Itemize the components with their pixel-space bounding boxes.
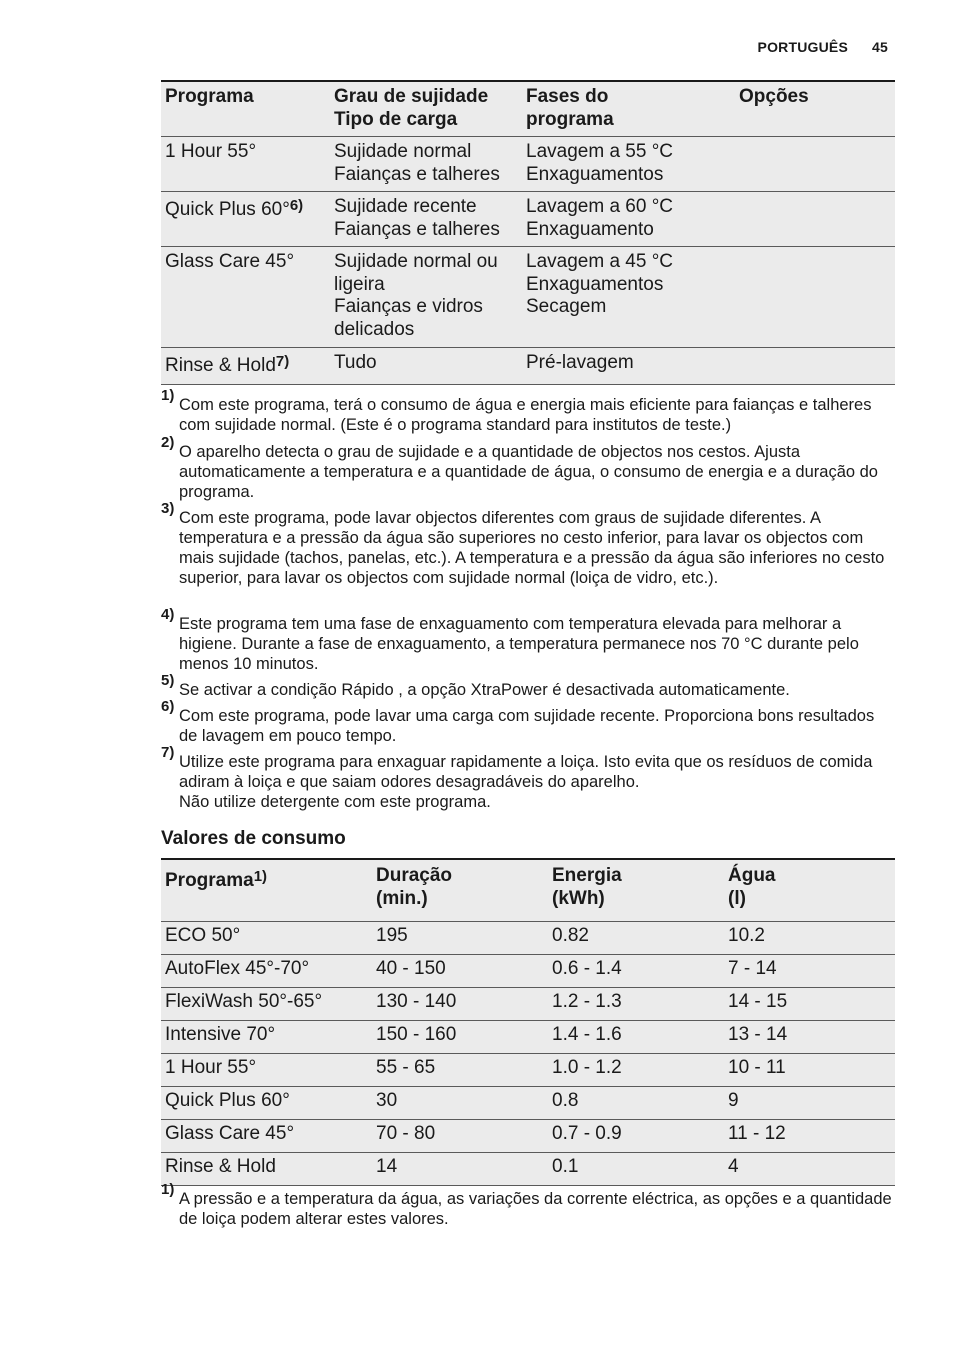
table-row [161, 1120, 895, 1153]
footnote: 5) Se activar a condição Rápido , a opção XtraPower é desactivada automaticamente. [161, 672, 790, 699]
program-cell: Rinse & Hold$^{7)}$ [165, 353, 290, 376]
water-cell: 7 - 14 [728, 958, 777, 979]
energy-cell: 1.4 - 1.6 [552, 1024, 622, 1045]
table-row [161, 348, 895, 385]
col-duracao: Duração (min.) [376, 865, 453, 909]
options-cell [735, 348, 895, 385]
table-row [161, 192, 895, 247]
footnote: 4) Este programa tem uma fase de enxaguamento com temperatura elevada para melhorar a higiene. Durante a fase de enxaguamento, a temperatura permanece nos 70 °C durante pelo menos 10 minutos. [161, 606, 859, 673]
program-cell: FlexiWash 50°-65° [165, 991, 323, 1012]
duration-cell: 14 [376, 1156, 398, 1177]
consumption-footnote [161, 1181, 895, 1229]
col-programa: Programa$^{1)}$ [165, 868, 268, 891]
footnote: 7) Utilize este programa para enxaguar rapidamente a loiça. Isto evita que os resíduos de comida adiram à loiça e que saiam odores desagradáveis do aparelho. Não utilize detergente com este programa. [161, 744, 873, 811]
program-cell: 1 Hour 55° [165, 1057, 257, 1078]
page-number: 45 [872, 39, 888, 55]
col-energia: Energia (kWh) [552, 865, 622, 909]
col-programa: Programa [165, 86, 254, 107]
table-row [161, 1153, 895, 1186]
footnote-ref: 6) [289, 197, 304, 214]
table-row [161, 1054, 895, 1087]
table-row [161, 922, 895, 955]
dirt-cell: Tudo [334, 352, 377, 373]
program-cell: Intensive 70° [165, 1024, 276, 1045]
footnote: 1) Com este programa, terá o consumo de água e energia mais eficiente para faianças e talheres com sujidade normal. (Este é o programa standard para institutos de teste.) [161, 387, 872, 434]
footnote: 2) O aparelho detecta o grau de sujidade e a quantidade de objectos nos cestos. Ajusta automaticamente a temperatura e a quantidade de água, o consumo de energia e a duração do programa. [161, 434, 878, 501]
table-row [161, 1021, 895, 1054]
programs-table [161, 80, 895, 385]
col-opcoes: Opções [739, 86, 809, 107]
col-fases: Fases do programa [526, 86, 614, 130]
energy-cell: 0.1 [552, 1156, 579, 1177]
consumption-table-header [161, 859, 895, 922]
page-header [758, 39, 888, 55]
water-cell: 14 - 15 [728, 991, 788, 1012]
table-row [161, 137, 895, 192]
energy-cell: 0.6 - 1.4 [552, 958, 622, 979]
water-cell: 4 [728, 1156, 739, 1177]
phases-cell: Lavagem a 45 °C Enxaguamentos Secagem [526, 251, 674, 317]
duration-cell: 55 - 65 [376, 1057, 436, 1078]
program-cell: Quick Plus 60° [165, 1090, 290, 1111]
footnotes [161, 387, 895, 812]
table-row [161, 955, 895, 988]
duration-cell: 150 - 160 [376, 1024, 457, 1045]
footnote-ref: 7) [275, 353, 290, 370]
footnote-ref: 1) [253, 868, 268, 885]
programs-table-header [161, 81, 895, 137]
water-cell: 9 [728, 1090, 739, 1111]
program-cell: Glass Care 45° [165, 1123, 295, 1144]
program-cell: Quick Plus 60°$^{6)}$ [165, 197, 304, 220]
table-row [161, 247, 895, 348]
language-label: PORTUGUÊS [757, 39, 849, 55]
phases-cell: Lavagem a 60 °C Enxaguamento [526, 196, 674, 240]
table-row [161, 988, 895, 1021]
energy-cell: 0.7 - 0.9 [552, 1123, 622, 1144]
energy-cell: 1.2 - 1.3 [552, 991, 622, 1012]
program-cell: AutoFlex 45°-70° [165, 958, 310, 979]
program-cell: 1 Hour 55° [165, 141, 257, 162]
duration-cell: 40 - 150 [376, 958, 446, 979]
section-title: Valores de consumo [161, 828, 346, 849]
phases-cell: Pré-lavagem [526, 352, 634, 373]
water-cell: 13 - 14 [728, 1024, 788, 1045]
water-cell: 11 - 12 [728, 1123, 786, 1144]
duration-cell: 30 [376, 1090, 398, 1111]
water-cell: 10.2 [728, 925, 765, 946]
program-cell: Rinse & Hold [165, 1156, 276, 1177]
table-row [161, 1087, 895, 1120]
dirt-cell: Sujidade recente Faianças e talheres [334, 196, 500, 240]
dirt-cell: Sujidade normal ou ligeira Faianças e vidros delicados [334, 251, 498, 340]
program-cell: ECO 50° [165, 925, 241, 946]
duration-cell: 195 [376, 925, 408, 946]
energy-cell: 1.0 - 1.2 [552, 1057, 622, 1078]
footnote: 3) Com este programa, pode lavar objectos diferentes com graus de sujidade diferentes. A temperatura e a pressão da água são superiores no cesto inferior, para lavar os objectos com mais sujidade (tachos, panelas, etc.). A temperatura e a pressão da água são inferiores no cesto superior, para lavar os objectos com sujidade normal (loiça de vidro, etc.). [161, 500, 885, 587]
phases-cell: Lavagem a 55 °C Enxaguamentos [526, 141, 674, 185]
footnote: 1) A pressão e a temperatura da água, as variações da corrente eléctrica, as opções e a quantidade de loiça podem alterar estes valores. [161, 1181, 892, 1228]
options-cell [735, 137, 895, 192]
duration-cell: 70 - 80 [376, 1123, 436, 1144]
consumption-table [161, 858, 895, 1186]
duration-cell: 130 - 140 [376, 991, 457, 1012]
footnote: 6) Com este programa, pode lavar uma carga com sujidade recente. Proporciona bons resultados de lavagem em pouco tempo. [161, 698, 875, 745]
energy-cell: 0.82 [552, 925, 589, 946]
options-cell [735, 247, 895, 348]
dirt-cell: Sujidade normal Faianças e talheres [334, 141, 500, 185]
col-agua: Água (l) [728, 865, 776, 909]
program-cell: Glass Care 45° [165, 251, 295, 272]
energy-cell: 0.8 [552, 1090, 579, 1111]
col-grau-sujidade: Grau de sujidade Tipo de carga [334, 86, 489, 130]
options-cell [735, 192, 895, 247]
water-cell: 10 - 11 [728, 1057, 786, 1078]
